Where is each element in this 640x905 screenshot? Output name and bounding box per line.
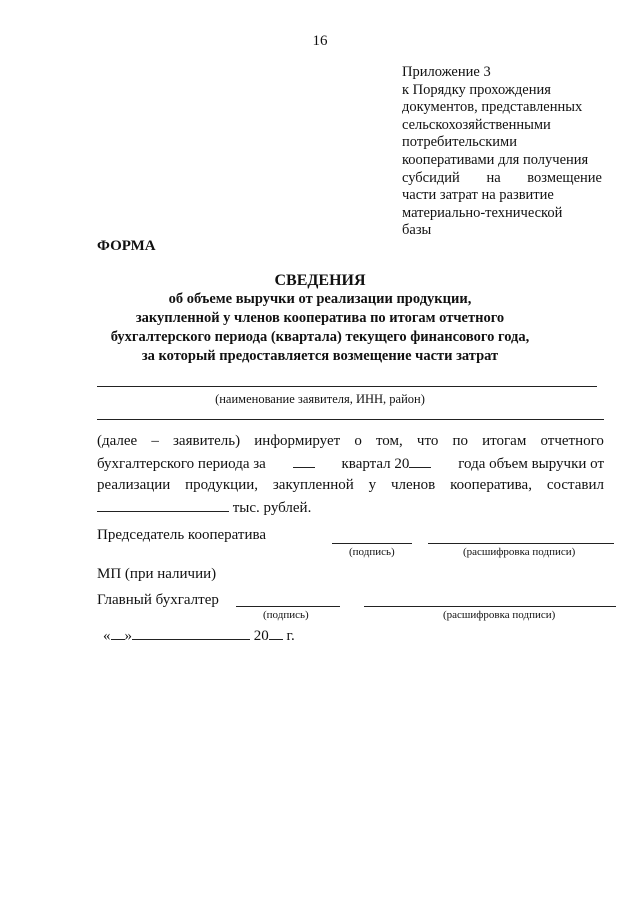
appendix-line: материально-технической [402, 204, 563, 221]
paragraph-row: тыс. рублей. [97, 499, 604, 521]
accountant-signature-line[interactable] [236, 606, 340, 607]
title-line: бухгалтерского периода (квартала) текущего финансового года, [110, 329, 530, 345]
revenue-amount-field[interactable] [97, 499, 229, 512]
appendix-note [402, 64, 602, 240]
paragraph-row: (далее – заявитель) информирует о том, что по итогам отчетного [97, 433, 604, 449]
accountant-label: Главный бухгалтер [97, 592, 219, 608]
appendix-justified-line: субсидий на возмещение [402, 169, 602, 186]
info-paragraph [97, 433, 604, 521]
signature-caption: (подпись) [349, 546, 395, 558]
quarter-field[interactable] [293, 455, 315, 468]
chairman-label: Председатель кооператива [97, 527, 267, 543]
decoding-caption: (расшифровка подписи) [443, 609, 556, 621]
paragraph-row: реализации продукции, закупленной у членов кооператива, составил [97, 477, 604, 493]
appendix-line: к Порядку прохождения [402, 81, 551, 98]
applicant-name-line-2[interactable] [97, 419, 604, 420]
form-label: ФОРМА [97, 238, 156, 254]
month-field[interactable] [132, 627, 250, 640]
appendix-line: потребительскими [402, 134, 517, 151]
appendix-line: кооперативами для получения [402, 151, 589, 168]
date-line: « » 20 г. [103, 628, 295, 644]
year-field[interactable] [409, 455, 431, 468]
decoding-caption: (расшифровка подписи) [463, 546, 576, 558]
title-line: за который предоставляется возмещение части затрат [141, 348, 499, 364]
appendix-line: сельскохозяйственными [402, 116, 551, 133]
day-field[interactable] [111, 627, 125, 640]
paragraph-row: бухгалтерского периода за квартал 20 года объем выручки от [97, 456, 604, 472]
date-year-field[interactable] [269, 627, 283, 640]
signature-caption: (подпись) [263, 609, 309, 621]
chairman-decoding-line[interactable] [428, 543, 614, 544]
title-line: закупленной у членов кооператива по итогам отчетного [135, 310, 505, 326]
appendix-line: части затрат на развитие [402, 187, 554, 204]
chairman-signature-line[interactable] [332, 543, 412, 544]
applicant-caption: (наименование заявителя, ИНН, район) [215, 392, 425, 406]
page-number: 16 [312, 33, 328, 49]
title-line: об объеме выручки от реализации продукции, [168, 291, 472, 307]
stamp-label: МП (при наличии) [97, 566, 217, 582]
applicant-name-line[interactable] [97, 386, 597, 387]
appendix-line: базы [402, 222, 432, 239]
appendix-line: Приложение 3 [402, 64, 491, 80]
accountant-decoding-line[interactable] [364, 606, 616, 607]
document-heading: СВЕДЕНИЯ [274, 272, 366, 289]
appendix-line: документов, представленных [402, 99, 583, 116]
